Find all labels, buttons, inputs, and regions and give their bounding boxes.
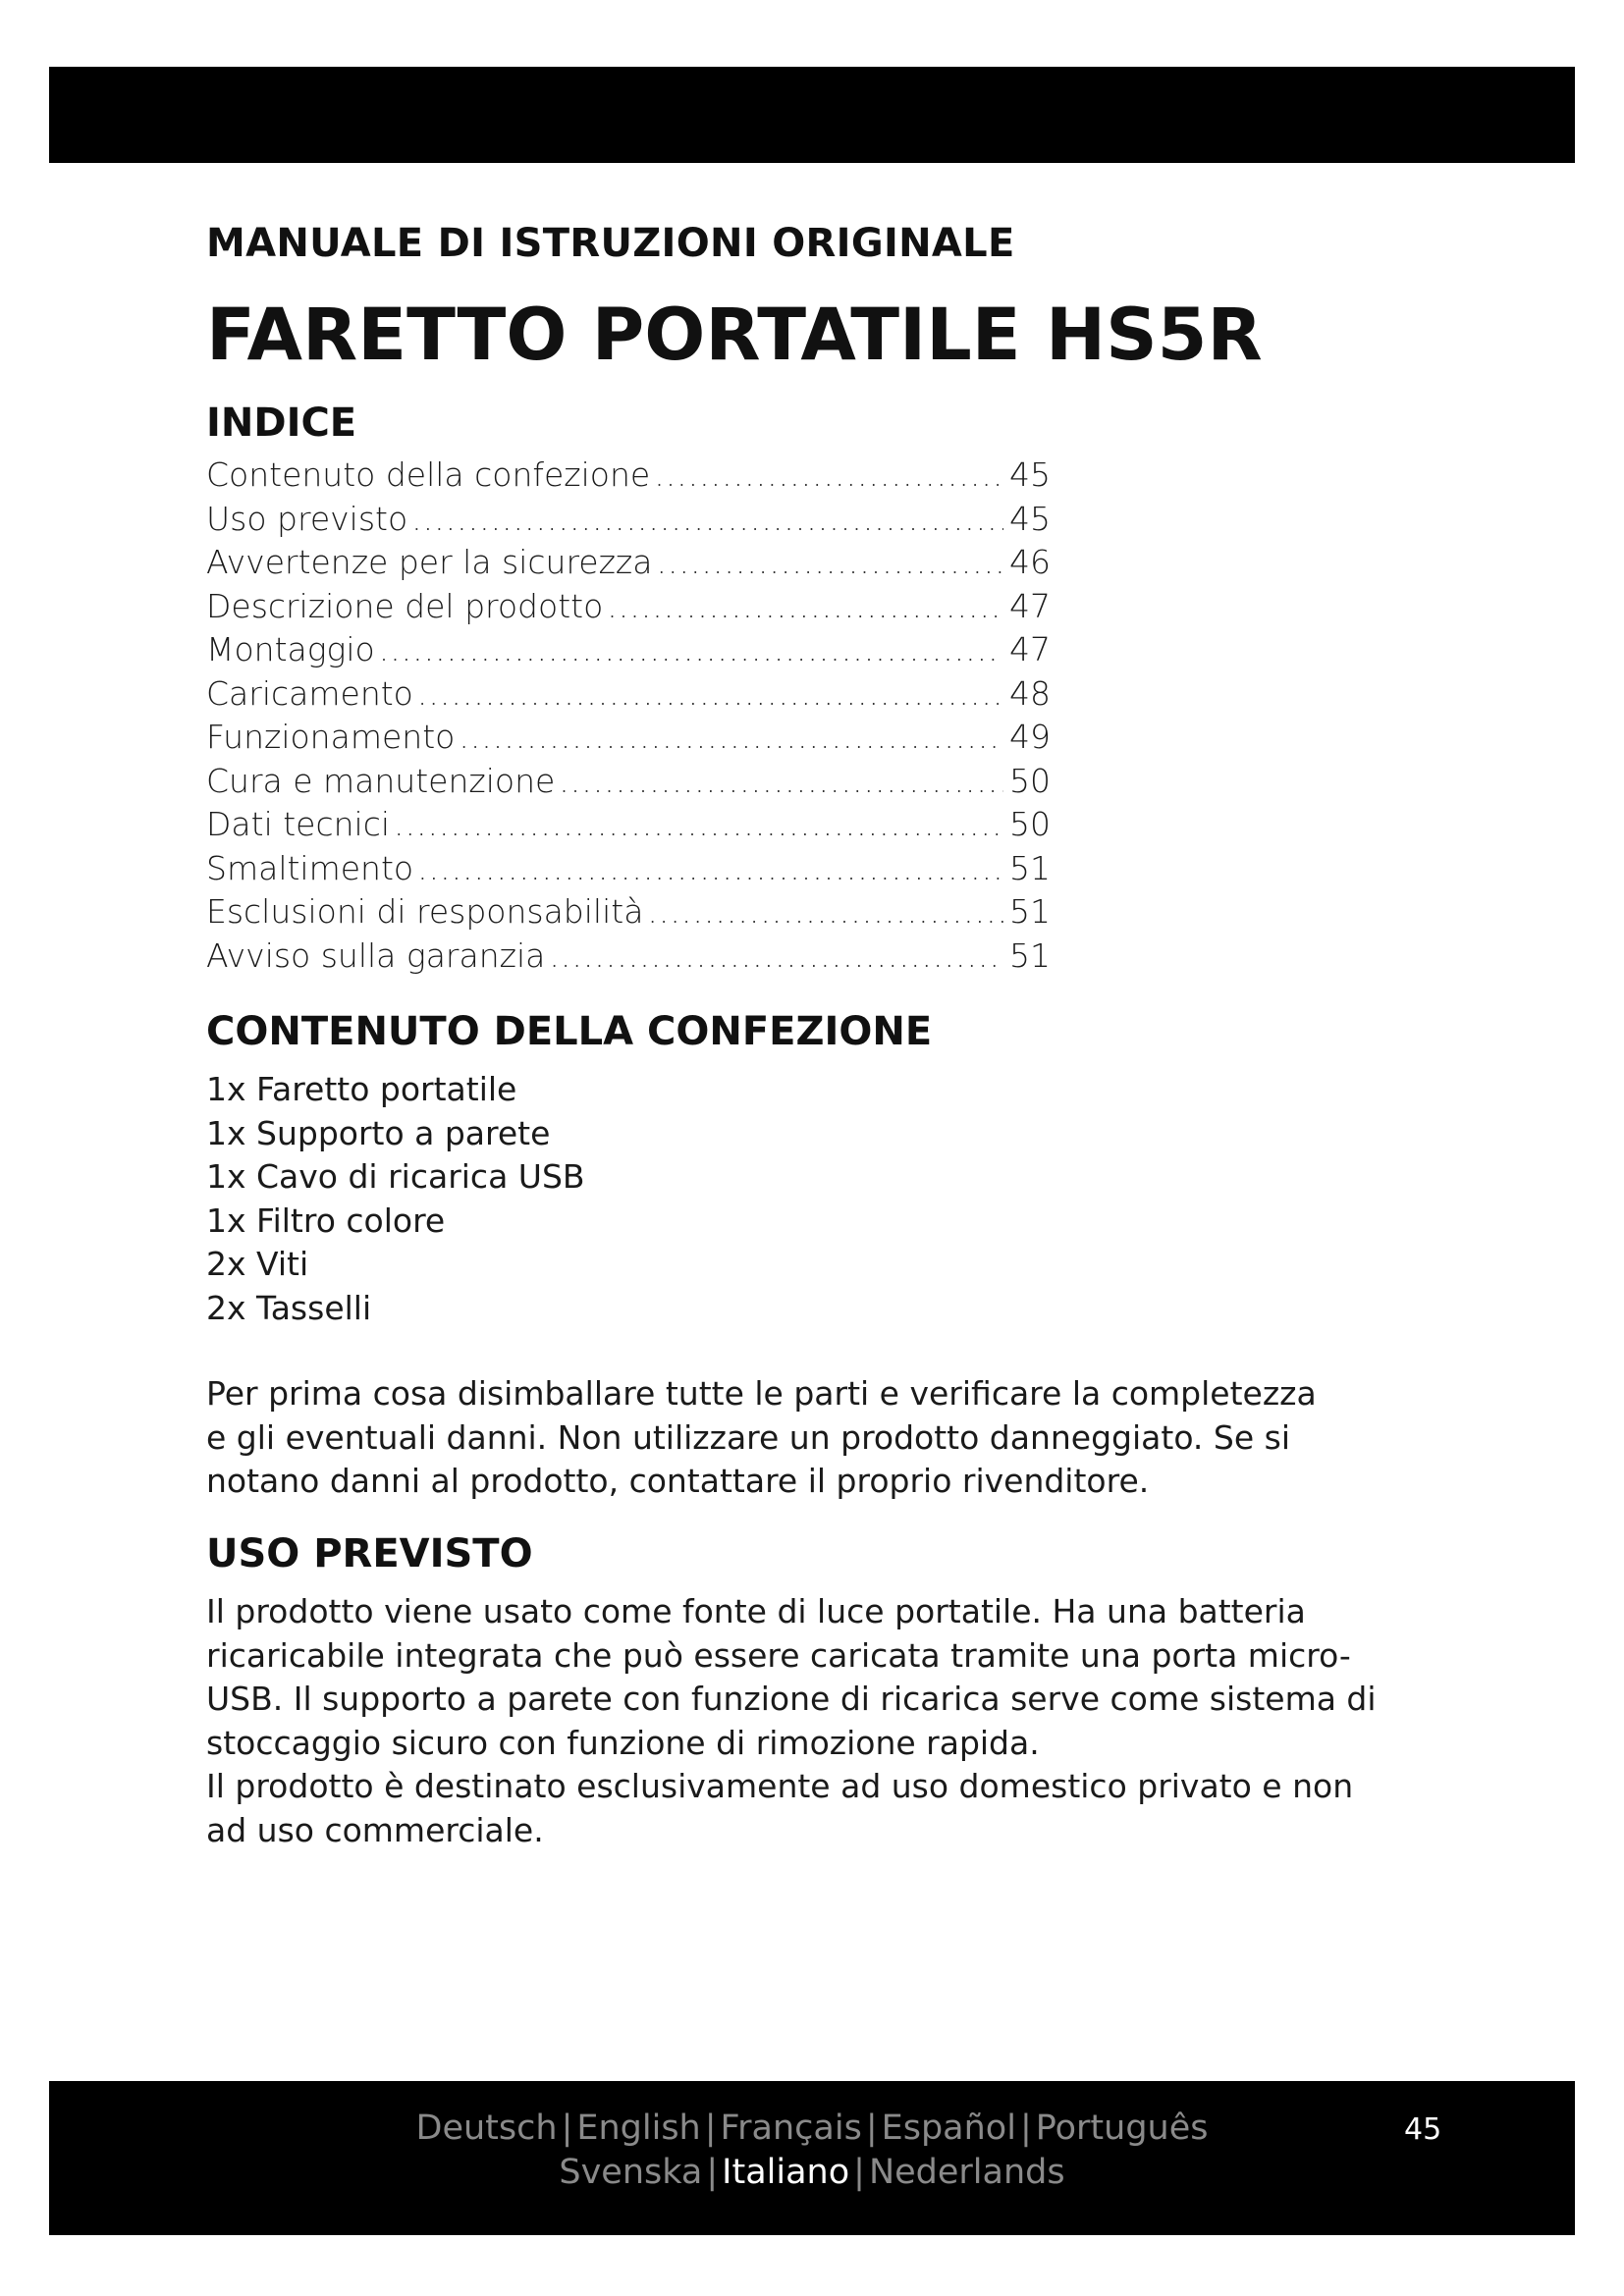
separator: | [865, 2109, 878, 2148]
toc-item[interactable] [206, 934, 1051, 979]
toc-item-label: Avviso sulla garanzia [206, 935, 546, 975]
separator: | [561, 2109, 573, 2148]
lang-svenska[interactable]: Svenska [559, 2153, 703, 2192]
list-item: 1x Faretto portatile [206, 1070, 517, 1108]
toc-item[interactable] [206, 498, 1051, 542]
footer-bar [49, 2081, 1575, 2235]
toc-leader [417, 672, 1003, 717]
toc-item[interactable] [206, 454, 1051, 498]
lang-francais[interactable]: Français [720, 2109, 862, 2148]
list-item: 1x Cavo di ricarica USB [206, 1157, 585, 1196]
intended-use-text: Il prodotto viene usato come fonte di luce portatile. Ha una batteria ricaricabile integrata che può essere caricata tramite una porta micro- USB. Il supporto a parete con funzione di ricarica serve come sistema di stoccaggio sicuro con funzione di rimozione rapida. Il prodotto è destinato esclusivamente ad uso domestico privato e non ad uso commerciale. [206, 1592, 1377, 1849]
toc-item-page: 45 [1009, 499, 1051, 538]
toc-leader [379, 628, 1003, 672]
separator: | [853, 2153, 865, 2192]
toc-item[interactable] [206, 847, 1051, 891]
language-row [49, 2107, 1575, 2151]
toc-item[interactable] [206, 760, 1051, 804]
lang-espanol[interactable]: Español [881, 2109, 1016, 2148]
list-item: 1x Filtro colore [206, 1201, 446, 1240]
toc-leader [411, 498, 1003, 542]
toc-item-page: 45 [1009, 455, 1051, 494]
toc-item-label: Esclusioni di responsabilità [206, 892, 644, 931]
toc-item-page: 46 [1009, 543, 1051, 581]
toc-item-page: 51 [1009, 892, 1051, 931]
product-title: FARETTO PORTATILE HS5R [206, 294, 1263, 377]
separator: | [704, 2109, 717, 2148]
package-contents-list [206, 1068, 585, 1330]
lang-nederlands[interactable]: Nederlands [868, 2153, 1065, 2192]
unpacking-note: Per prima cosa disimballare tutte le parti e verificare la completezza e gli eventuali danni. Non utilizzare un prodotto danneggiato. Se si notano danni al prodotto, contattare il proprio rivenditore. [206, 1374, 1317, 1500]
toc-item[interactable] [206, 585, 1051, 629]
toc-item-page: 47 [1009, 586, 1051, 625]
toc-leader [559, 760, 1003, 804]
toc-leader [647, 890, 1003, 934]
toc-item-label: Smaltimento [206, 848, 414, 887]
toc-item-label: Funzionamento [206, 718, 456, 756]
lang-italiano-active[interactable]: Italiano [722, 2153, 850, 2192]
toc-item-page: 48 [1009, 673, 1051, 713]
page-number: 45 [1404, 2112, 1442, 2147]
toc-item-label: Montaggio [206, 630, 375, 668]
toc-item-label: Dati tecnici [206, 805, 391, 843]
toc-item[interactable] [206, 803, 1051, 847]
toc-item[interactable] [206, 716, 1051, 760]
toc-leader [459, 716, 1003, 760]
toc-leader [607, 585, 1003, 629]
package-contents-heading: CONTENUTO DELLA CONFEZIONE [206, 1009, 933, 1054]
manual-subtitle: MANUALE DI ISTRUZIONI ORIGINALE [206, 221, 1015, 266]
separator: | [1019, 2109, 1032, 2148]
toc-leader [394, 803, 1003, 847]
toc-item-page: 49 [1009, 718, 1051, 756]
list-item: 2x Tasselli [206, 1288, 372, 1327]
toc-item[interactable] [206, 890, 1051, 934]
list-item: 2x Viti [206, 1245, 309, 1283]
language-selector [49, 2107, 1575, 2195]
list-item: 1x Supporto a parete [206, 1113, 551, 1152]
toc-item[interactable] [206, 672, 1051, 717]
index-heading: INDICE [206, 400, 357, 446]
lang-deutsch[interactable]: Deutsch [415, 2109, 558, 2148]
header-bar [49, 67, 1575, 163]
toc-item-page: 50 [1009, 805, 1051, 843]
toc-item-page: 51 [1009, 935, 1051, 975]
toc-leader [417, 847, 1003, 891]
toc-item-label: Caricamento [206, 673, 413, 713]
toc-leader [654, 454, 1003, 498]
toc-leader [549, 934, 1003, 979]
lang-english[interactable]: English [576, 2109, 701, 2148]
language-row [49, 2151, 1575, 2195]
toc-item[interactable] [206, 628, 1051, 672]
toc-item-page: 51 [1009, 848, 1051, 887]
lang-portugues[interactable]: Português [1035, 2109, 1209, 2148]
toc-item-page: 50 [1009, 761, 1051, 800]
toc-item-label: Contenuto della confezione [206, 455, 651, 494]
intended-use-heading: USO PREVISTO [206, 1531, 533, 1576]
toc-item-page: 47 [1009, 630, 1051, 668]
toc-item-label: Avvertenze per la sicurezza [206, 543, 653, 581]
separator: | [706, 2153, 719, 2192]
toc-item-label: Cura e manutenzione [206, 761, 556, 800]
toc-item[interactable] [206, 541, 1051, 585]
toc-leader [656, 541, 1003, 585]
toc-item-label: Uso previsto [206, 499, 408, 538]
toc-item-label: Descrizione del prodotto [206, 586, 604, 625]
table-of-contents [206, 454, 1051, 978]
